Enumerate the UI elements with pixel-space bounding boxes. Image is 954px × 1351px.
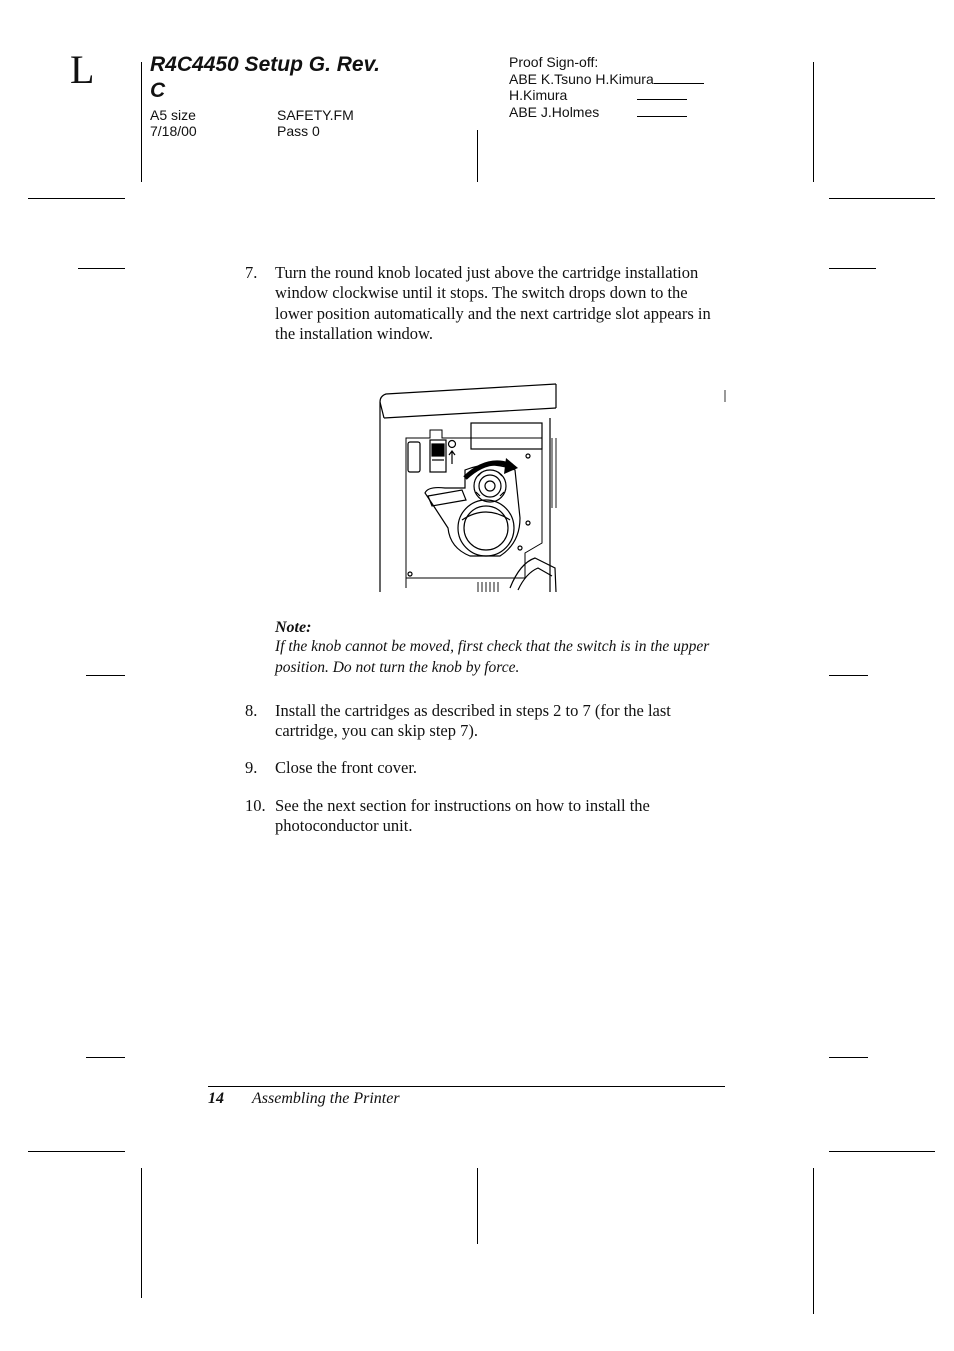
crop-mark [829,675,868,676]
crop-mark [829,1057,868,1058]
step-text: Close the front cover. [275,758,418,777]
proof-heading: Proof Sign-off: [509,54,599,70]
crop-mark [813,62,814,182]
step-text: Turn the round knob located just above the cartridge installation window clockwise until it stops. The switch drops down to the lower position automatically and the next cartridge slot appears in the installation window. [275,263,711,343]
step-7 [245,263,725,345]
crop-mark [86,675,125,676]
crop-mark [28,1151,125,1152]
crop-mark [829,268,876,269]
proof-line-1-text: ABE K.Tsuno H.Kimura [509,71,654,87]
paper-size: A5 size [150,107,196,123]
corner-letter: L [70,47,95,92]
crop-mark [86,1057,125,1058]
crop-mark [78,268,125,269]
pass-number: Pass 0 [277,123,320,139]
step-10 [245,796,725,838]
crop-mark [477,1168,478,1244]
file-name: SAFETY.FM [277,107,354,123]
note-body: If the knob cannot be moved, first check that the switch is in the upper position. Do not turn the knob by force. [275,638,710,676]
step-8 [245,701,725,743]
proof-line-2-text: H.Kimura [509,87,568,103]
crop-mark [477,130,478,182]
note-title: Note: [275,619,312,636]
step-text: See the next section for instructions on how to install the photoconductor unit. [275,796,650,836]
crop-mark [829,198,935,199]
step-9 [245,758,725,779]
step-number: 7. [245,263,258,282]
footer-rule [208,1086,725,1087]
footer-section-title: Assembling the Printer [252,1090,400,1107]
step-number: 10. [245,796,266,815]
step-text: Install the cartridges as described in steps 2 to 7 (for the last cartridge, you can skip step 7). [275,701,671,741]
signature-blank [637,87,687,105]
signature-blank [637,104,687,122]
printer-knob-illustration [370,378,732,592]
page-number: 14 [208,1090,224,1107]
step-number: 8. [245,701,258,720]
proof-line-2 [509,87,567,103]
crop-mark [813,1168,814,1314]
step-number: 9. [245,758,258,777]
crop-mark [28,198,125,199]
proof-line-1 [509,71,704,87]
crop-mark [829,1151,935,1152]
document-date: 7/18/00 [150,123,197,139]
signature-blank [654,71,704,84]
document-title: R4C4450 Setup G. Rev. C [150,53,380,102]
crop-mark [141,1168,142,1298]
proof-line-3 [509,104,599,120]
crop-mark [141,62,142,182]
proof-line-3-text: ABE J.Holmes [509,104,600,120]
